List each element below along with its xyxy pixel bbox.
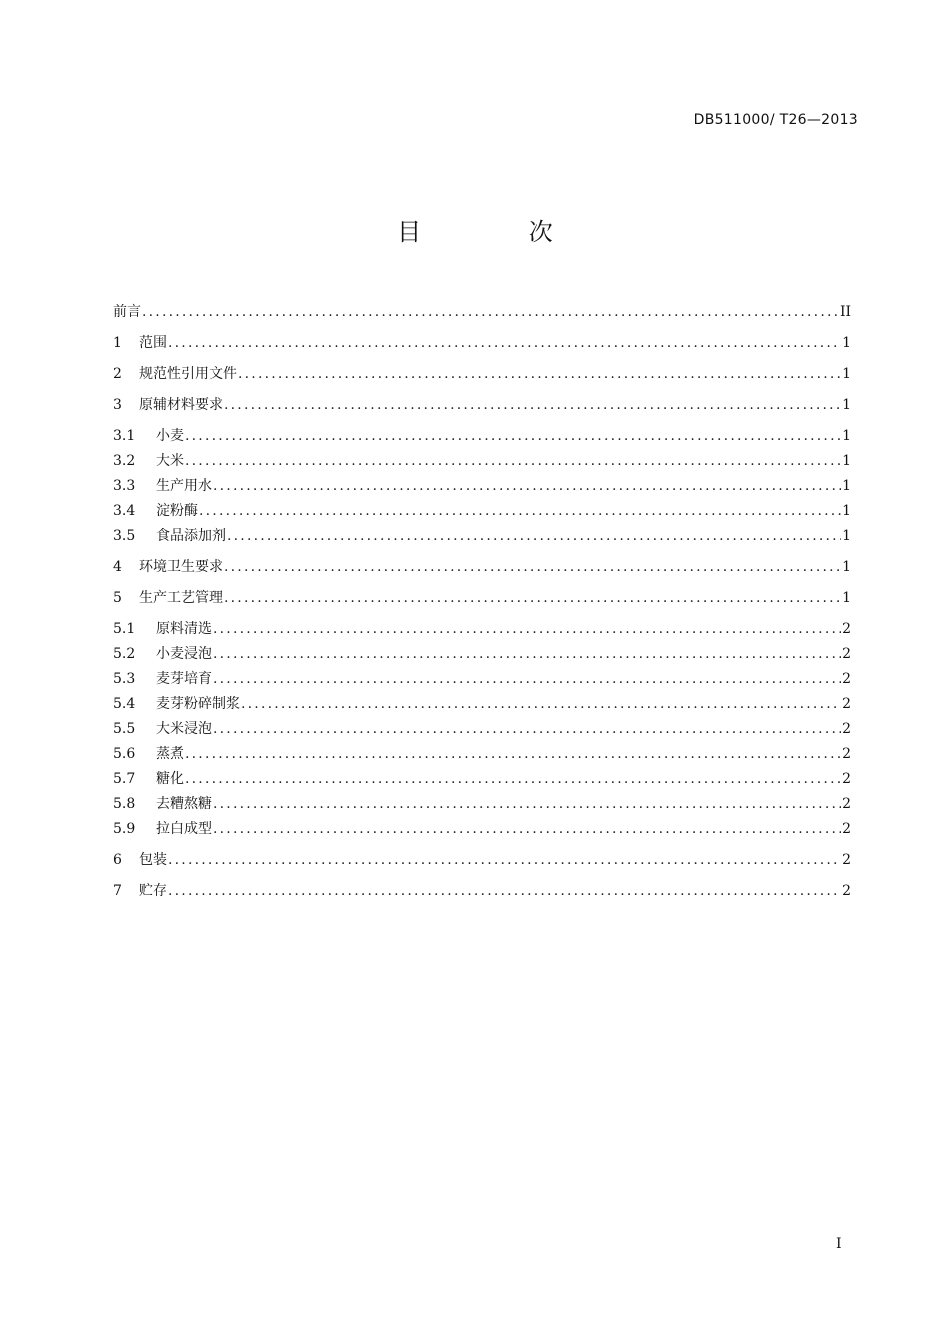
toc-entry-label: 麦芽粉碎制浆: [156, 696, 240, 712]
toc-entry-page: 2: [842, 771, 851, 787]
page-number: I: [836, 1236, 842, 1252]
toc-entry[interactable]: [113, 848, 851, 873]
toc-dot-leader: [213, 817, 841, 842]
toc-entry-page: 1: [842, 559, 851, 575]
toc-entry-label: 生产工艺管理: [139, 590, 223, 606]
toc-entry-page: 1: [842, 453, 851, 469]
toc-entry-page: 2: [842, 746, 851, 762]
toc-entry[interactable]: [113, 717, 851, 742]
toc-dot-leader: [199, 499, 841, 524]
toc-entry-number: 3.1: [113, 428, 136, 444]
toc-entry-page: 1: [842, 397, 851, 413]
toc-entry-label: 糖化: [156, 771, 184, 787]
toc-entry-page: 1: [842, 528, 851, 544]
toc-entry-label: 原辅材料要求: [139, 397, 223, 413]
toc-entry-label: 大米浸泡: [156, 721, 212, 737]
toc-dot-leader: [213, 474, 841, 499]
toc-entry-label: 大米: [156, 453, 184, 469]
toc-dot-leader: [142, 300, 839, 325]
toc-entry-number: 5.8: [113, 796, 136, 812]
toc-dot-leader: [224, 393, 841, 418]
toc-entry[interactable]: [113, 449, 851, 474]
toc-entry[interactable]: [113, 617, 851, 642]
toc-entry-page: 2: [842, 646, 851, 662]
toc-entry-label: 前言: [113, 304, 141, 320]
toc-entry-number: 3.5: [113, 528, 136, 544]
toc-entry[interactable]: [113, 879, 851, 904]
toc-entry-number: 5.3: [113, 671, 136, 687]
toc-entry-number: 3.3: [113, 478, 136, 494]
toc-entry[interactable]: [113, 742, 851, 767]
toc-entry-number: 2: [113, 366, 122, 382]
document-code: DB511000/ T26—2013: [693, 112, 858, 128]
toc-entry[interactable]: [113, 474, 851, 499]
toc-dot-leader: [185, 424, 841, 449]
toc-entry-page: 2: [842, 721, 851, 737]
toc-entry-page: 2: [842, 671, 851, 687]
toc-dot-leader: [168, 879, 841, 904]
toc-dot-leader: [168, 848, 841, 873]
toc-entry-label: 小麦: [156, 428, 184, 444]
toc-entry-number: 5.1: [113, 621, 136, 637]
toc-dot-leader: [213, 617, 841, 642]
toc-entry-label: 小麦浸泡: [156, 646, 212, 662]
toc-entry[interactable]: [113, 362, 851, 387]
toc-entry[interactable]: [113, 499, 851, 524]
toc-entry-number: 6: [113, 852, 122, 868]
toc-entry[interactable]: [113, 586, 851, 611]
toc-entry[interactable]: [113, 692, 851, 717]
toc-dot-leader: [185, 767, 841, 792]
toc-dot-leader: [168, 331, 841, 356]
toc-entry-page: 2: [842, 696, 851, 712]
toc-entry-number: 5.5: [113, 721, 136, 737]
toc-entry-label: 生产用水: [156, 478, 212, 494]
toc-entry-number: 3: [113, 397, 122, 413]
toc-entry-number: 4: [113, 559, 122, 575]
toc-entry[interactable]: [113, 667, 851, 692]
toc-entry-label: 原料清选: [156, 621, 212, 637]
toc-entry[interactable]: [113, 767, 851, 792]
toc-entry-page: 2: [842, 796, 851, 812]
toc-entry-label: 麦芽培育: [156, 671, 212, 687]
toc-entry-label: 淀粉酶: [156, 503, 198, 519]
toc-dot-leader: [227, 524, 841, 549]
toc-dot-leader: [213, 667, 841, 692]
toc-entry-page: 2: [842, 621, 851, 637]
toc-entry[interactable]: [113, 331, 851, 356]
toc-entry-number: 5.2: [113, 646, 136, 662]
toc-dot-leader: [241, 692, 841, 717]
toc-dot-leader: [213, 792, 841, 817]
toc-dot-leader: [238, 362, 841, 387]
toc-entry-label: 贮存: [139, 883, 167, 899]
toc-entry-page: 1: [842, 366, 851, 382]
toc-entry-number: 3.2: [113, 453, 136, 469]
toc-entry[interactable]: [113, 642, 851, 667]
toc-entry-label: 包装: [139, 852, 167, 868]
toc-entry-page: 1: [842, 428, 851, 444]
toc-entry-label: 去糟熬糖: [156, 796, 212, 812]
toc-dot-leader: [185, 449, 841, 474]
toc-entry[interactable]: [113, 393, 851, 418]
toc-entry-number: 5.4: [113, 696, 136, 712]
toc-dot-leader: [224, 586, 841, 611]
toc-entry[interactable]: [113, 300, 851, 325]
toc-entry-page: 2: [842, 883, 851, 899]
toc-entry-number: 3.4: [113, 503, 136, 519]
toc-entry-label: 拉白成型: [156, 821, 212, 837]
toc-entry-label: 范围: [139, 335, 167, 351]
toc-entry-page: 2: [842, 852, 851, 868]
toc-entry-label: 环境卫生要求: [139, 559, 223, 575]
toc-dot-leader: [224, 555, 841, 580]
toc-entry-number: 1: [113, 335, 122, 351]
toc-entry-number: 5.6: [113, 746, 136, 762]
toc-entry-page: 1: [842, 590, 851, 606]
toc-entry[interactable]: [113, 555, 851, 580]
toc-entry-page: 1: [842, 335, 851, 351]
toc-entry-number: 5.9: [113, 821, 136, 837]
toc-entry[interactable]: [113, 524, 851, 549]
toc-dot-leader: [213, 717, 841, 742]
toc-entry-number: 7: [113, 883, 122, 899]
table-of-contents: [113, 300, 851, 904]
page-title: 目 次: [397, 218, 603, 246]
toc-entry-label: 食品添加剂: [156, 528, 226, 544]
toc-entry-number: 5.7: [113, 771, 136, 787]
toc-entry-page: 2: [842, 821, 851, 837]
toc-dot-leader: [213, 642, 841, 667]
toc-entry-number: 5: [113, 590, 122, 606]
toc-entry-page: 1: [842, 478, 851, 494]
toc-entry[interactable]: [113, 792, 851, 817]
toc-entry[interactable]: [113, 817, 851, 842]
toc-entry[interactable]: [113, 424, 851, 449]
toc-entry-page: II: [839, 304, 851, 320]
toc-entry-page: 1: [842, 503, 851, 519]
toc-dot-leader: [185, 742, 841, 767]
toc-entry-label: 规范性引用文件: [139, 366, 237, 382]
toc-entry-label: 蒸煮: [156, 746, 184, 762]
